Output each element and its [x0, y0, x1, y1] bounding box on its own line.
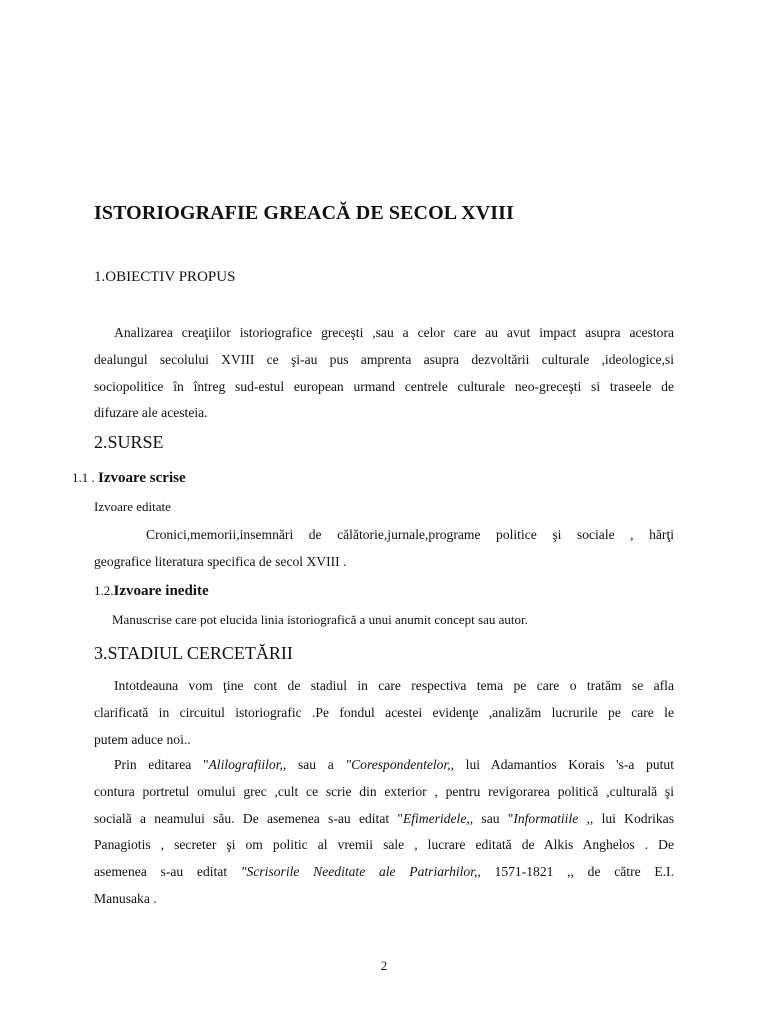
paragraph-line: putem aduce noi..	[94, 731, 191, 747]
paragraph-line: Intotdeauna vom ţine cont de stadiul in care respectiva tema pe care o tratăm se afla	[114, 678, 674, 693]
izvoare-inedite-line: Manuscrise care pot elucida linia istoriografică a unui anumit concept sau autor.	[112, 612, 528, 627]
text-run: lui Kodrikas	[593, 810, 675, 826]
paragraph-line: Cronici,memorii,insemnări de călătorie,jurnale,programe politice şi sociale , hărţi	[146, 527, 674, 542]
paragraph-line: geografice literatura specifica de secol XVIII .	[94, 553, 347, 569]
stadiul-paragraph-2	[94, 752, 674, 913]
stadiul-paragraph-1	[94, 673, 674, 753]
paragraph-line: clarificată in circuitul istoriografic .Pe fondul acestei evidenţe ,analizăm lucrurile pe care le	[94, 704, 674, 720]
text-run: lui Adamantios Korais 's-a putut	[454, 757, 674, 772]
work-title: "Scrisorile Needitate ale Patriarhilor,,	[240, 864, 481, 880]
text-run: socială a neamului său. De asemenea s-au editat "	[94, 810, 403, 826]
page-title: ISTORIOGRAFIE GREACĂ DE SECOL XVIII	[94, 202, 514, 224]
text-run: Prin editarea "	[114, 757, 209, 772]
subsection-heading-izvoare-scrise	[72, 469, 186, 487]
page-number: 2	[380, 958, 388, 973]
paragraph-line: Analizarea creaţiilor istoriografice greceşti ,sau a celor care au avut impact asupra acestora	[114, 325, 674, 340]
subsection-label: Izvoare inedite	[113, 583, 209, 599]
section-heading-surse: 2.SURSE	[94, 432, 164, 452]
objectiv-paragraph	[94, 320, 674, 427]
work-title: Informatiile ,,	[513, 810, 594, 826]
paragraph-line	[94, 859, 674, 886]
izvoare-scrise-paragraph	[94, 522, 674, 576]
subsection-heading-izvoare-inedite	[94, 582, 209, 600]
subsection-label: Izvoare scrise	[98, 470, 186, 486]
paragraph-line: difuzare ale acesteia.	[94, 405, 208, 421]
section-heading-objectiv: 1.OBIECTIV PROPUS	[94, 269, 236, 285]
paragraph-line	[94, 752, 674, 779]
paragraph-line: contura portretul omului grec ,cult ce scrie din exterior , pentru revigorarea politică ,culturală şi	[94, 783, 674, 799]
paragraph-line: Panagiotis , secreter şi om politic al vremii sale , lucrare editată de Alkis Anghelos . De	[94, 837, 674, 853]
paragraph-line	[94, 806, 674, 833]
text-run: sau a	[286, 757, 346, 772]
work-title: Efimeridele,,	[402, 810, 474, 826]
work-title: "Corespondentelor,,	[345, 757, 455, 772]
subsection-number: 1.1 .	[72, 470, 98, 485]
text-run: asemenea s-au editat	[94, 864, 241, 880]
paragraph-line: Manusaka .	[94, 890, 157, 906]
work-title: Alilografiilor,,	[208, 757, 287, 772]
paragraph-line: sociopolitice în întreg sud-estul european urmand centrele culturale neo-greceşti si traseele de	[94, 378, 674, 394]
text-run: 1571-1821 ,, de către E.I.	[480, 864, 674, 880]
paragraph-line: dealungul secolului XVIII ce şi-au pus amprenta asupra dezvoltării culturale ,ideologice,si	[94, 351, 674, 367]
text-run: sau "	[473, 810, 514, 826]
section-heading-stadiul: 3.STADIUL CERCETĂRII	[94, 643, 293, 663]
subsection-number: 1.2.	[94, 583, 114, 598]
izvoare-editate-note: Izvoare editate	[94, 499, 171, 514]
